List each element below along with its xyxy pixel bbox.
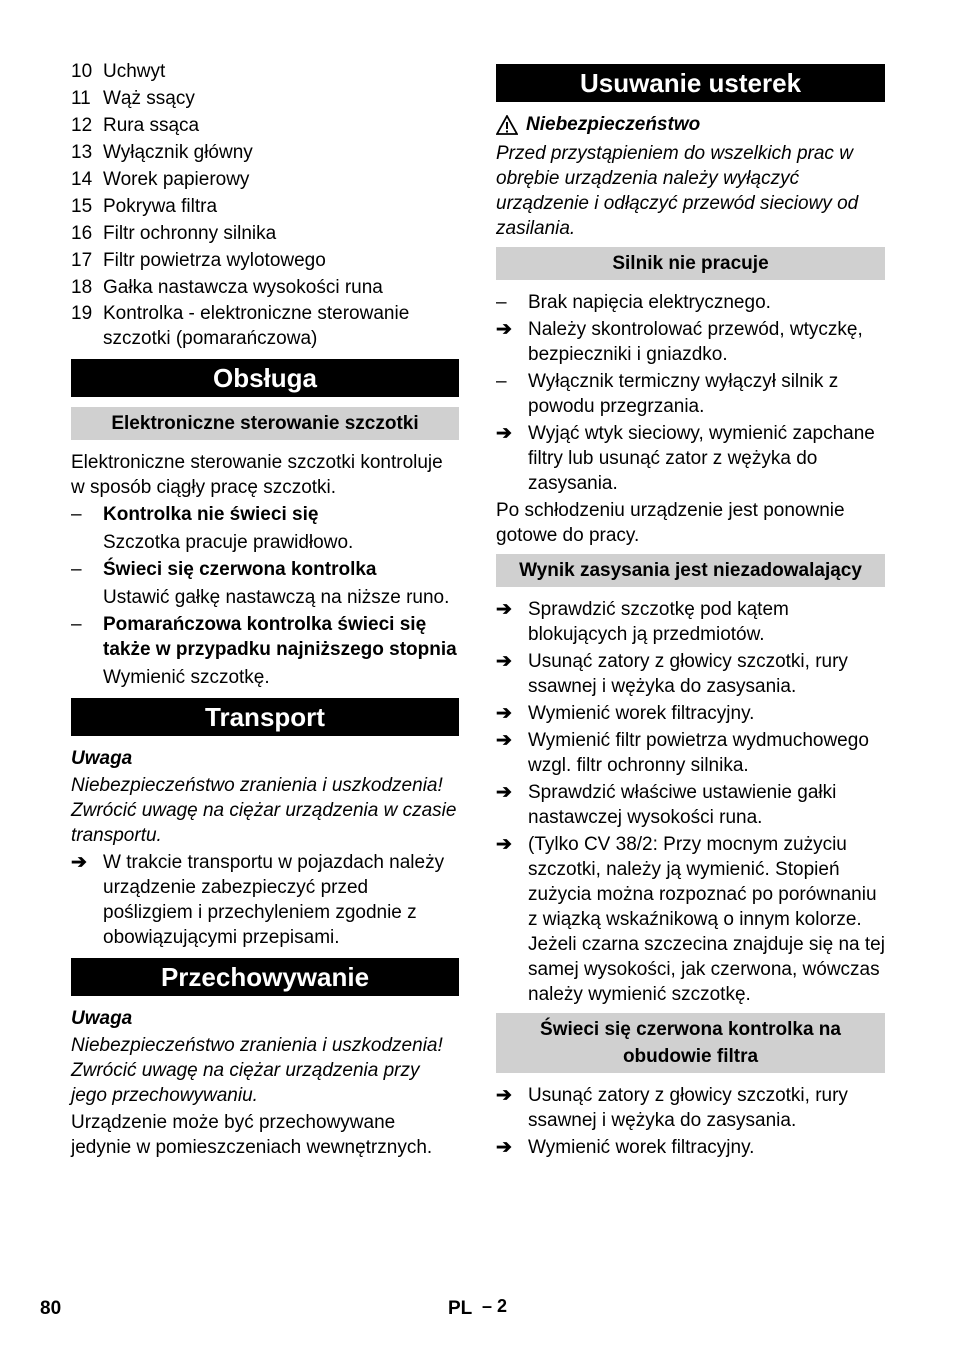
instruction-item bbox=[71, 850, 459, 950]
fault-item bbox=[496, 290, 885, 315]
item-text: Uchwyt bbox=[103, 61, 166, 82]
item-number: 14 bbox=[71, 169, 93, 190]
subheading-red-indicator: Świeci się czerwona kontrolka na obudowie filtra bbox=[496, 1013, 885, 1073]
section-heading-usuwanie: Usuwanie usterek bbox=[496, 64, 885, 102]
arrow-icon: ➔ bbox=[496, 1085, 512, 1106]
arrow-icon: ➔ bbox=[496, 703, 512, 724]
list-item bbox=[71, 220, 459, 247]
fault-text: Wyłącznik termiczny wyłączył silnik z powodu przegrzania. bbox=[528, 371, 839, 417]
note-label: Uwaga bbox=[71, 748, 133, 769]
dash-marker: – bbox=[71, 504, 82, 525]
item-text: Pokrywa filtra bbox=[103, 196, 218, 217]
danger-label bbox=[496, 112, 885, 137]
subheading-motor: Silnik nie pracuje bbox=[496, 247, 885, 280]
language-code: PL bbox=[448, 1298, 473, 1319]
instruction-item bbox=[496, 421, 885, 496]
instruction-text: Sprawdzić właściwe ustawienie gałki nastawczej wysokości runa. bbox=[528, 782, 837, 828]
item-text: Rura ssąca bbox=[103, 115, 200, 136]
item-text: Filtr ochronny silnika bbox=[103, 223, 277, 244]
item-number: 17 bbox=[71, 250, 93, 271]
arrow-icon: ➔ bbox=[496, 599, 512, 620]
item-number: 13 bbox=[71, 142, 93, 163]
subheading-suction: Wynik zasysania jest niezadowalający bbox=[496, 554, 885, 587]
status-title: Pomarańczowa kontrolka świeci się także w przypadku najniższego stopnia bbox=[103, 614, 457, 660]
instruction-text: Wymienić worek filtracyjny. bbox=[528, 703, 755, 724]
instruction-text: W trakcie transportu w pojazdach należy urządzenie zabezpieczyć przed poślizgiem i przechyleniem zgodnie z obowiązującymi przepisami. bbox=[103, 852, 445, 948]
item-number: 18 bbox=[71, 277, 93, 298]
status-item bbox=[71, 557, 459, 582]
item-number: 10 bbox=[71, 61, 93, 82]
item-text: Worek papierowy bbox=[103, 169, 250, 190]
arrow-icon: ➔ bbox=[496, 423, 512, 444]
list-item bbox=[71, 112, 459, 139]
arrow-icon: ➔ bbox=[496, 1137, 512, 1158]
section-heading-przechowywanie: Przechowywanie bbox=[71, 958, 459, 996]
instruction-text: Usunąć zatory z głowicy szczotki, rury ssawnej i wężyka do zasysania. bbox=[528, 1085, 848, 1131]
note-text: Niebezpieczeństwo zranienia i uszkodzenia! Zwrócić uwagę na ciężar urządzenia w czasie transportu. bbox=[71, 775, 457, 846]
item-number: 12 bbox=[71, 115, 93, 136]
arrow-icon: ➔ bbox=[496, 730, 512, 751]
arrow-icon: ➔ bbox=[71, 852, 87, 873]
list-item bbox=[71, 247, 459, 274]
status-text: Szczotka pracuje prawidłowo. bbox=[103, 532, 354, 553]
dash-marker: – bbox=[496, 292, 507, 313]
item-number: 11 bbox=[71, 88, 91, 109]
instruction-item bbox=[496, 728, 885, 778]
left-column bbox=[71, 58, 459, 1162]
arrow-icon: ➔ bbox=[496, 782, 512, 803]
danger-label-text: Niebezpieczeństwo bbox=[526, 114, 701, 135]
dash-marker: – bbox=[71, 614, 82, 635]
section-heading-transport: Transport bbox=[71, 698, 459, 736]
page-suffix: – 2 bbox=[482, 1296, 508, 1316]
instruction-text: Usunąć zatory z głowicy szczotki, rury ssawnej i wężyka do zasysania. bbox=[528, 651, 848, 697]
instruction-item bbox=[496, 701, 885, 726]
status-item bbox=[71, 502, 459, 527]
instruction-item bbox=[496, 317, 885, 367]
item-text: Wąż ssący bbox=[103, 88, 195, 109]
list-item bbox=[71, 85, 459, 112]
fault-text: Brak napięcia elektrycznego. bbox=[528, 292, 771, 313]
instruction-text: Należy skontrolować przewód, wtyczkę, bezpieczniki i gniazdko. bbox=[528, 319, 863, 365]
danger-text: Przed przystąpieniem do wszelkich prac w obrębie urządzenia należy wyłączyć urządzenie i odłączyć przewód sieciowy od zasilania. bbox=[496, 143, 859, 239]
list-item bbox=[71, 301, 459, 351]
instruction-item bbox=[496, 649, 885, 699]
arrow-icon: ➔ bbox=[496, 834, 512, 855]
dash-marker: – bbox=[71, 559, 82, 580]
instruction-item bbox=[496, 780, 885, 830]
fault-item bbox=[496, 369, 885, 419]
item-text: Kontrolka - elektroniczne sterowanie szczotki (pomarańczowa) bbox=[103, 303, 410, 349]
status-title: Świeci się czerwona kontrolka bbox=[103, 559, 377, 580]
arrow-icon: ➔ bbox=[496, 651, 512, 672]
dash-marker: – bbox=[496, 371, 507, 392]
note-label: Uwaga bbox=[71, 1008, 133, 1029]
warning-icon bbox=[496, 115, 518, 135]
instruction-item bbox=[496, 597, 885, 647]
list-item bbox=[71, 274, 459, 301]
status-text: Ustawić gałkę nastawczą na niższe runo. bbox=[103, 587, 450, 608]
right-column bbox=[496, 56, 885, 1160]
after-text: Po schłodzeniu urządzenie jest ponownie gotowe do pracy. bbox=[496, 500, 845, 546]
instruction-text: Wymienić filtr powietrza wydmuchowego wzgl. filtr ochronny silnika. bbox=[528, 730, 869, 776]
item-number: 15 bbox=[71, 196, 93, 217]
item-number: 19 bbox=[71, 303, 93, 324]
list-item bbox=[71, 193, 459, 220]
subheading-brush-control: Elektroniczne sterowanie szczotki bbox=[71, 407, 459, 440]
note-text: Niebezpieczeństwo zranienia i uszkodzenia! Zwrócić uwagę na ciężar urządzenia przy jego przechowywaniu. bbox=[71, 1035, 443, 1106]
instruction-item bbox=[496, 1135, 885, 1160]
item-text: Wyłącznik główny bbox=[103, 142, 253, 163]
item-number: 16 bbox=[71, 223, 93, 244]
list-item bbox=[71, 139, 459, 166]
instruction-text: Sprawdzić szczotkę pod kątem blokujących ją przedmiotów. bbox=[528, 599, 789, 645]
item-text: Gałka nastawcza wysokości runa bbox=[103, 277, 383, 298]
storage-text: Urządzenie może być przechowywane jedynie w pomieszczeniach wewnętrznych. bbox=[71, 1112, 433, 1158]
parts-list bbox=[71, 58, 459, 351]
list-item bbox=[71, 166, 459, 193]
status-title: Kontrolka nie świeci się bbox=[103, 504, 319, 525]
status-text: Wymienić szczotkę. bbox=[103, 667, 270, 688]
status-item bbox=[71, 612, 459, 662]
page-number: 80 bbox=[40, 1298, 62, 1319]
instruction-text: Wymienić worek filtracyjny. bbox=[528, 1137, 755, 1158]
intro-paragraph: Elektroniczne sterowanie szczotki kontroluje w sposób ciągły pracę szczotki. bbox=[71, 452, 443, 498]
arrow-icon: ➔ bbox=[496, 319, 512, 340]
instruction-item bbox=[496, 1083, 885, 1133]
item-text: Filtr powietrza wylotowego bbox=[103, 250, 326, 271]
list-item bbox=[71, 58, 459, 85]
instruction-item bbox=[496, 832, 885, 1007]
instruction-text: Wyjąć wtyk sieciowy, wymienić zapchane filtry lub usunąć zator z wężyka do zasysania. bbox=[528, 423, 875, 494]
section-heading-obsluga: Obsługa bbox=[71, 359, 459, 397]
instruction-text: (Tylko CV 38/2: Przy mocnym zużyciu szczotki, należy ją wymienić. Stopień zużycia można rozpoznać po porównaniu z wiązką wskaźnikową o innym kolorze. Jeżeli czarna szczecina znajduje się na tej samej wysokości, jak czerwona, wówczas należy wymienić szczotkę. bbox=[528, 834, 885, 1005]
